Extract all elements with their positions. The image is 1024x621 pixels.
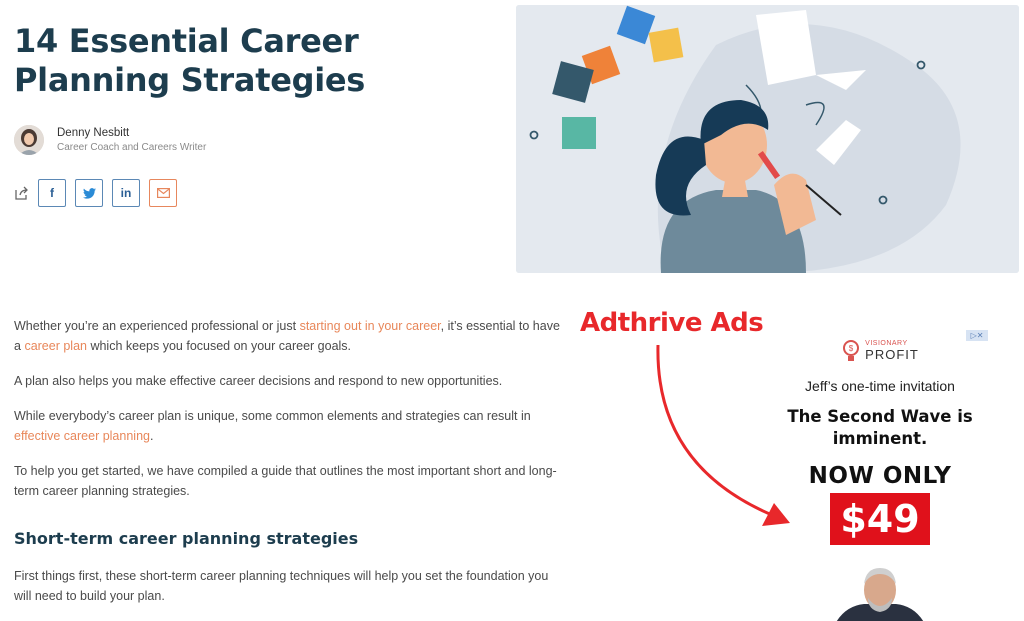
link-career-plan[interactable]: career plan xyxy=(24,339,87,353)
facebook-share-button[interactable] xyxy=(38,179,66,207)
article-body xyxy=(14,316,564,621)
author-name[interactable]: Denny Nesbitt xyxy=(57,126,130,139)
ad-invite-text: Jeff’s one-time invitation xyxy=(805,378,955,394)
svg-text:$: $ xyxy=(848,344,854,353)
twitter-icon xyxy=(83,188,96,199)
lightbulb-icon xyxy=(841,338,861,364)
paragraph: While everybody’s career plan is unique, some common elements and strategies can result in effective career planning. xyxy=(14,409,531,443)
email-share-button[interactable] xyxy=(149,179,177,207)
author-role: Career Coach and Careers Writer xyxy=(57,141,207,153)
linkedin-share-button[interactable] xyxy=(112,179,140,207)
paragraph: First things first, these short-term career planning techniques will help you set the foundation you will need to build your plan. xyxy=(14,569,549,603)
author-byline xyxy=(14,125,206,155)
link-effective-planning[interactable]: effective career planning xyxy=(14,429,150,443)
advertisement[interactable] xyxy=(768,330,992,621)
article-title: 14 Essential Career Planning Strategies xyxy=(14,22,366,99)
ad-person-photo xyxy=(834,566,926,621)
annotation-label: Adthrive Ads xyxy=(580,308,764,338)
paragraph: A plan also helps you make effective career decisions and respond to new opportunities. xyxy=(14,374,503,388)
ad-headline: The Second Wave is imminent. xyxy=(787,407,973,448)
section-heading: Short-term career planning strategies xyxy=(14,529,359,548)
share-bar xyxy=(14,179,186,207)
ad-logo: $ VISIONARY PROFIT xyxy=(768,338,992,364)
paragraph: Whether you’re an experienced professional or just starting out in your career, it’s essential to have a career plan which keeps you focused on your career goals. xyxy=(14,319,560,353)
twitter-share-button[interactable] xyxy=(75,179,103,207)
linkedin-icon: in xyxy=(120,186,132,200)
ad-price: $49 xyxy=(830,493,929,545)
ad-now-only: NOW ONLY xyxy=(808,463,952,489)
hero-illustration xyxy=(516,5,1019,273)
ad-choices-close-icon[interactable]: ▷✕ xyxy=(966,330,988,341)
link-starting-career[interactable]: starting out in your career xyxy=(299,319,441,333)
share-icon xyxy=(14,185,30,201)
facebook-icon: f xyxy=(50,186,54,200)
author-avatar[interactable] xyxy=(14,125,44,155)
paragraph: To help you get started, we have compiled a guide that outlines the most important short and long-term career planning strategies. xyxy=(14,464,557,498)
mail-icon xyxy=(157,188,170,198)
